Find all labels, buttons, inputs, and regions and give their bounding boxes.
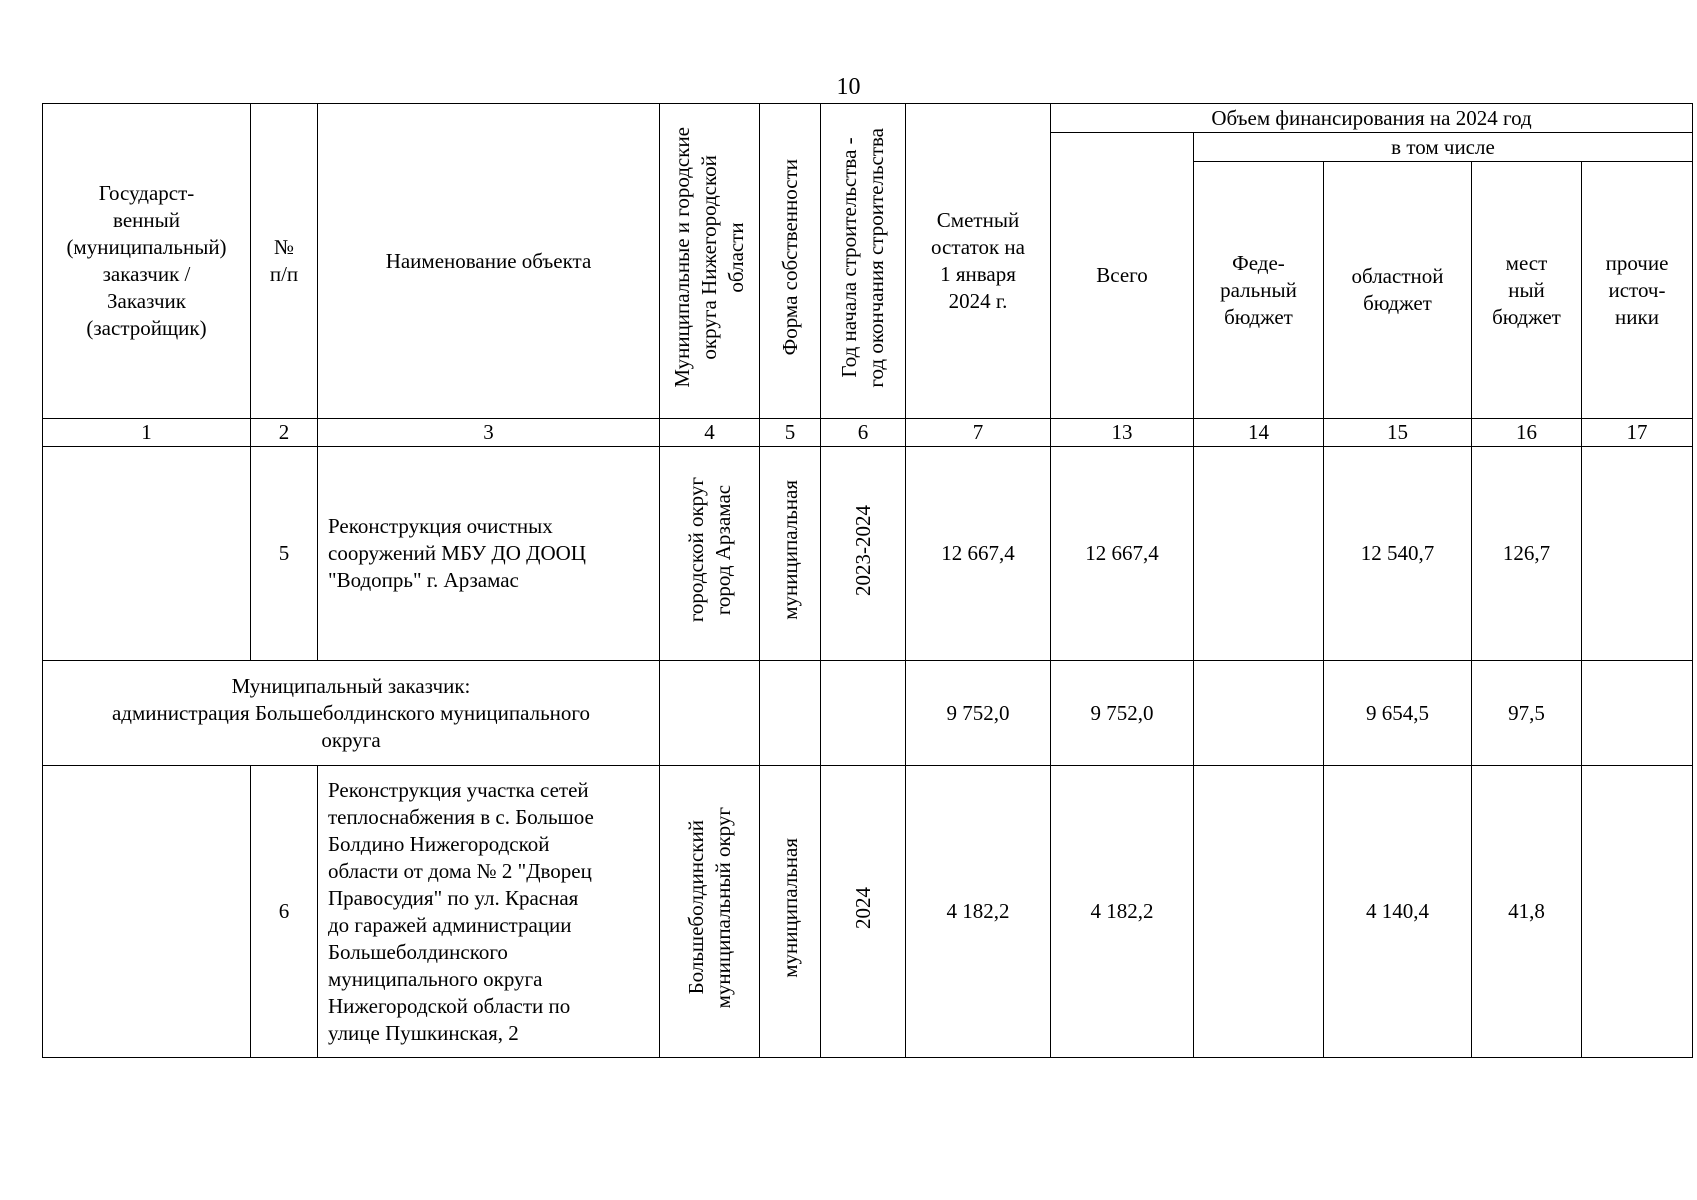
column-number: 6	[821, 419, 906, 447]
row5-years-cell	[821, 447, 906, 661]
customer-label: Муниципальный заказчик: администрация Большеболдинского муниципального округа	[43, 661, 660, 766]
header-other: прочие источ- ники	[1582, 162, 1693, 419]
row6-ownership-cell	[760, 766, 821, 1058]
customer-ownership-empty	[760, 661, 821, 766]
customer-row	[43, 661, 1693, 766]
page-number: 10	[836, 74, 861, 100]
header-local: мест ный бюджет	[1472, 162, 1582, 419]
column-number: 2	[251, 419, 318, 447]
header-years-cell	[821, 104, 906, 419]
customer-regional: 9 654,5	[1324, 661, 1472, 766]
column-number: 13	[1051, 419, 1194, 447]
row6-years-cell	[821, 766, 906, 1058]
row5-object-name: Реконструкция очистных сооружений МБУ ДО ДООЦ "Водопрь" г. Арзамас	[318, 447, 660, 661]
row5-ownership: муниципальная	[777, 480, 802, 620]
header-district-cell	[660, 104, 760, 419]
column-number: 17	[1582, 419, 1693, 447]
customer-total: 9 752,0	[1051, 661, 1194, 766]
row6-customer	[43, 766, 251, 1058]
row5-customer	[43, 447, 251, 661]
row6-years: 2024	[850, 887, 875, 929]
row5-other	[1582, 447, 1693, 661]
row5-district-cell	[660, 447, 760, 661]
row6-other	[1582, 766, 1693, 1058]
column-number: 16	[1472, 419, 1582, 447]
column-number: 1	[43, 419, 251, 447]
customer-balance: 9 752,0	[906, 661, 1051, 766]
header-regional: областной бюджет	[1324, 162, 1472, 419]
row6-district-cell	[660, 766, 760, 1058]
table-row	[43, 447, 1693, 661]
financing-table	[42, 103, 1693, 1058]
row5-local: 126,7	[1472, 447, 1582, 661]
row6-object-name: Реконструкция участка сетей теплоснабжения в с. Большое Болдино Нижегородской области от дома № 2 "Дворец Правосудия" по ул. Красная до гаражей администрации Большеболдинского муниципального округа Нижегородской области по улице Пушкинская, 2	[318, 766, 660, 1058]
row5-district: городской округ город Арзамас	[683, 477, 735, 623]
header-total: Всего	[1051, 133, 1194, 419]
header-ownership-cell	[760, 104, 821, 419]
column-number: 4	[660, 419, 760, 447]
header-number: № п/п	[251, 104, 318, 419]
row5-number: 5	[251, 447, 318, 661]
row5-regional: 12 540,7	[1324, 447, 1472, 661]
row6-regional: 4 140,4	[1324, 766, 1472, 1058]
column-numbers-row	[43, 419, 1693, 447]
column-number: 15	[1324, 419, 1472, 447]
row6-total: 4 182,2	[1051, 766, 1194, 1058]
row5-federal	[1194, 447, 1324, 661]
header-including: в том числе	[1194, 133, 1693, 162]
row6-federal	[1194, 766, 1324, 1058]
header-balance: Сметный остаток на 1 января 2024 г.	[906, 104, 1051, 419]
header-ownership: Форма собственности	[777, 159, 802, 356]
row5-total: 12 667,4	[1051, 447, 1194, 661]
customer-local: 97,5	[1472, 661, 1582, 766]
row5-balance: 12 667,4	[906, 447, 1051, 661]
row5-years: 2023-2024	[850, 504, 875, 596]
header-years: Год начала строительства - год окончания строительства	[837, 127, 888, 388]
row6-balance: 4 182,2	[906, 766, 1051, 1058]
customer-years-empty	[821, 661, 906, 766]
row6-local: 41,8	[1472, 766, 1582, 1058]
header-object-name: Наименование объекта	[318, 104, 660, 419]
row6-number: 6	[251, 766, 318, 1058]
header-federal: Феде- ральный бюджет	[1194, 162, 1324, 419]
header-customer: Государст- венный (муниципальный) заказчик / Заказчик (застройщик)	[43, 104, 251, 419]
table-row	[43, 766, 1693, 1058]
row6-ownership: муниципальная	[777, 838, 802, 978]
column-number: 3	[318, 419, 660, 447]
header-funding-group: Объем финансирования на 2024 год	[1051, 104, 1693, 133]
row6-district: Большеболдинский муниципальный округ	[683, 807, 735, 1009]
customer-federal	[1194, 661, 1324, 766]
column-number: 7	[906, 419, 1051, 447]
header-district: Муниципальные и городские округа Нижегородской области	[670, 127, 748, 388]
customer-district-empty	[660, 661, 760, 766]
customer-other	[1582, 661, 1693, 766]
column-number: 5	[760, 419, 821, 447]
row5-ownership-cell	[760, 447, 821, 661]
column-number: 14	[1194, 419, 1324, 447]
